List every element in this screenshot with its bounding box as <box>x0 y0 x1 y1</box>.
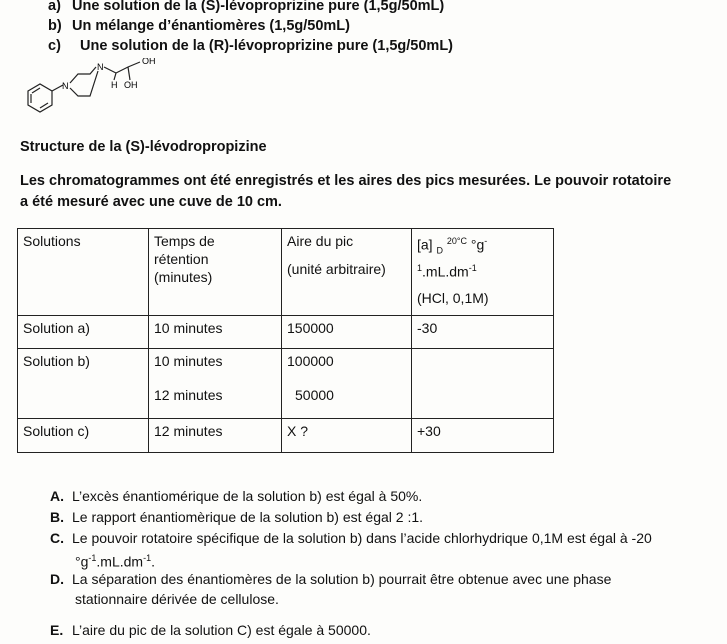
table-header-row <box>18 229 554 316</box>
structure-title: Structure de la (S)-lévodropropizine <box>20 139 267 155</box>
row-a-time: 10 minutes <box>149 316 282 349</box>
option-c: C. Le pouvoir rotatoire spécifique de la solution b) dans l’acide chlorhydrique 0,1M est égal à -20 <box>50 530 652 546</box>
solution-b-text: Un mélange d’énantiomères (1,5g/50mL) <box>72 18 350 34</box>
solution-b-label: b) <box>48 18 62 34</box>
solution-c-label: c) <box>48 38 61 54</box>
row-b-solution: Solution b) <box>18 349 149 419</box>
side-chain <box>104 62 140 73</box>
row-b-rotation <box>412 349 554 419</box>
piperazine-lower <box>70 71 98 96</box>
intro-paragraph <box>20 171 720 213</box>
intro-line-1: Les chromatogrammes ont été enregistrés et les aires des pics mesurées. Le pouvoir rotatoire <box>20 173 672 189</box>
hydroxyl-bottom: OH <box>124 80 138 90</box>
table-row <box>18 349 554 419</box>
option-e: E. L’aire du pic de la solution C) est égale à 50000. <box>50 622 371 638</box>
row-c-solution: Solution c) <box>18 419 149 453</box>
solution-a-label: a) <box>48 0 61 14</box>
header-rotatory-power: [a] $_D$ $^{20^\circ C}$ °g- $^1.mL.dm^{-1}$ (HCl, 0,1M) <box>412 229 554 316</box>
row-c-time: 12 minutes <box>149 419 282 453</box>
row-c-area: X ? <box>282 419 412 453</box>
row-a-rotation: -30 <box>412 316 554 349</box>
piperazine-n1: N <box>62 81 69 91</box>
header-peak-area: Aire du pic (unité arbitraire) <box>282 229 412 316</box>
table-row <box>18 316 554 349</box>
hydroxyl-top: OH <box>142 58 156 66</box>
chromatogram-table <box>17 228 554 453</box>
header-retention-time: Temps de rétention (minutes) <box>149 229 282 316</box>
row-c-rotation: +30 <box>412 419 554 453</box>
option-d-continued: stationnaire dérivée de cellulose. <box>75 591 279 607</box>
option-b: B. Le rapport énantiomèrique de la solution b) est égal 2 :1. <box>50 509 424 525</box>
header-solutions: Solutions <box>18 229 149 316</box>
solution-a-text: Une solution de la (S)-lévoproprizine pure (1,5g/50mL) <box>72 0 445 14</box>
molecule-structure <box>20 58 200 128</box>
table-row <box>18 419 554 453</box>
row-b-area: 100000 50000 <box>282 349 412 419</box>
option-d: D. La séparation des énantiomères de la solution b) pourrait être obtenue avec une phase <box>50 571 612 587</box>
piperazine-upper <box>70 67 96 83</box>
piperazine-n2: N <box>97 62 104 72</box>
solution-b-line <box>48 18 350 34</box>
row-a-solution: Solution a) <box>18 316 149 349</box>
option-a: A. L’excès énantiomérique de la solution b) est égal à 50%. <box>50 488 423 504</box>
option-c-continued: $^\circ g^{-1}.mL.dm^{-1}$. <box>75 553 155 570</box>
solution-c-line <box>48 38 453 54</box>
row-a-area: 150000 <box>282 316 412 349</box>
intro-line-2: a été mesuré avec une cuve de 10 cm. <box>20 194 282 210</box>
solution-a-line <box>48 0 444 14</box>
solution-c-text: Une solution de la (R)-lévoproprizine pure (1,5g/50mL) <box>80 38 454 54</box>
hydrogen-label: H <box>111 80 118 90</box>
row-b-time: 10 minutes 12 minutes <box>149 349 282 419</box>
